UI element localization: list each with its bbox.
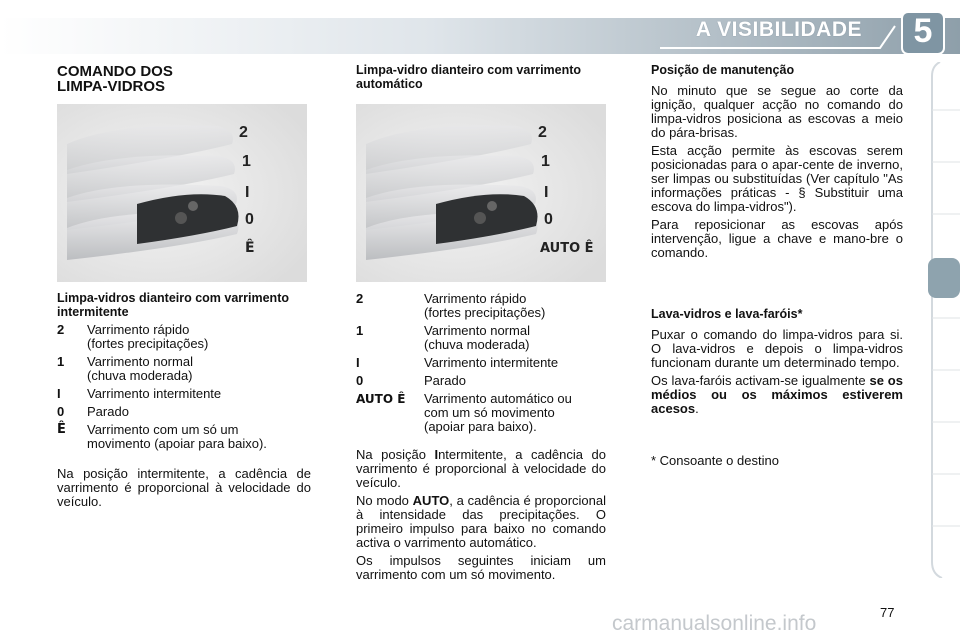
paragraph: No minuto que se segue ao corte da ignição, qualquer acção no comando do limpa-vidros posiciona as escovas a meio do pára-brisas. [651, 82, 903, 140]
list-item [356, 374, 606, 388]
item-key: 2 [356, 291, 364, 306]
paragraph: Os lava-faróis activam-se igualmente se os médios ou os máximos estiverem acesos. [651, 372, 903, 416]
column-3-washer [651, 308, 903, 468]
list-item [356, 392, 606, 434]
intermittent-subtitle: Limpa-vidros dianteiro com varrimento intermitente [57, 291, 289, 319]
auto-key: AUTO Ê [356, 392, 406, 406]
item-text: Varrimento rápido [87, 322, 190, 337]
item-text: Parado [424, 373, 466, 388]
paragraph: Esta acção permite às escovas serem posicionadas para o apar-cente de inverno, ser limpas ou substituídas (Ver capítulo "As informações práticas - § Substituir uma escova do limpa-vidros"). [651, 142, 903, 214]
column-1-body [57, 292, 311, 509]
item-text: Varrimento com um só um [87, 422, 239, 437]
maintenance-heading: Posição de manutenção [651, 63, 795, 77]
item-text: (chuva moderada) [87, 368, 193, 383]
chapter-number: 5 [913, 12, 933, 50]
list-item [57, 405, 311, 419]
item-text: (apoiar para baixo). [424, 419, 537, 434]
column-2-body [356, 292, 606, 582]
img1-label-i: I [245, 184, 250, 201]
item-text: Varrimento intermitente [424, 355, 559, 370]
list-item [57, 323, 311, 351]
item-key: 1 [57, 354, 65, 369]
paragraph: Os impulsos seguintes iniciam um varrimento com um só movimento. [356, 553, 606, 582]
paragraph: No modo AUTO, a cadência é proporcional à intensidade das precipitações. O primeiro impulso para baixo no comando activa o varrimento automático. [356, 493, 606, 550]
intermittent-note: Na posição intermitente, a cadência de varrimento é proporcional à velocidade do veículo. [57, 466, 311, 509]
main-heading-line2: LIMPA-VIDROS [57, 78, 166, 95]
list-item [57, 355, 311, 383]
main-heading-line1: COMANDO DOS [57, 63, 173, 80]
watermark: carmanualsonline.info [612, 612, 817, 635]
item-text: Varrimento intermitente [87, 386, 222, 401]
img2-label-i: I [544, 184, 549, 201]
item-text: Varrimento automático ou [424, 391, 572, 406]
item-text: Varrimento normal [424, 323, 530, 338]
item-text: Parado [87, 404, 129, 419]
item-text: com um só movimento [424, 405, 555, 420]
column-3 [651, 64, 903, 260]
list-item [57, 387, 311, 401]
img2-label-2: 2 [538, 124, 547, 141]
item-text: (fortes precipitações) [424, 305, 546, 320]
img2-label-auto: AUTO Ê [540, 241, 594, 256]
list-item [356, 292, 606, 320]
img1-label-2: 2 [239, 124, 248, 141]
item-key: 1 [356, 323, 364, 338]
column-1 [57, 64, 312, 94]
washer-heading: Lava-vidros e lava-faróis* [651, 307, 803, 321]
img2-label-0: 0 [544, 211, 553, 228]
paragraph: Para reposicionar as escovas após intervenção, ligue a chave e mano-bre o comando. [651, 216, 903, 260]
item-text: (fortes precipitações) [87, 336, 209, 351]
item-key: 0 [57, 404, 65, 419]
item-text: (chuva moderada) [424, 337, 530, 352]
img1-label-1: 1 [242, 153, 251, 170]
item-text: Varrimento rápido [424, 291, 527, 306]
wiper-stalk-image-1 [57, 104, 307, 282]
wiper-stalk-image-2 [356, 104, 606, 282]
list-item [356, 324, 606, 352]
paragraph: Puxar o comando do limpa-vidros para si. O lava-vidros e depois o limpa-vidros funcionam durante um determinado tempo. [651, 326, 903, 370]
item-text: Varrimento normal [87, 354, 193, 369]
arrow-down-icon: Ê [57, 422, 66, 437]
list-item [57, 423, 311, 451]
img1-label-0: 0 [245, 211, 254, 228]
footnote: * Consoante o destino [651, 452, 779, 468]
paragraph: Na posição Intermitente, a cadência do varrimento é proporcional à velocidade do veículo. [356, 447, 606, 490]
side-tabs [926, 62, 960, 578]
item-text: movimento (apoiar para baixo). [87, 436, 267, 451]
item-key: I [356, 355, 360, 370]
section-title: A VISIBILIDADE [695, 18, 862, 41]
list-item [356, 356, 606, 370]
item-key: I [57, 386, 61, 401]
auto-heading: Limpa-vidro dianteiro com varrimento automático [356, 63, 582, 91]
item-key: 0 [356, 373, 364, 388]
column-2-heading [356, 64, 606, 91]
img1-label-down: Ê [245, 240, 255, 256]
page-number: 77 [880, 605, 895, 620]
item-key: 2 [57, 322, 65, 337]
img2-label-1: 1 [541, 153, 550, 170]
